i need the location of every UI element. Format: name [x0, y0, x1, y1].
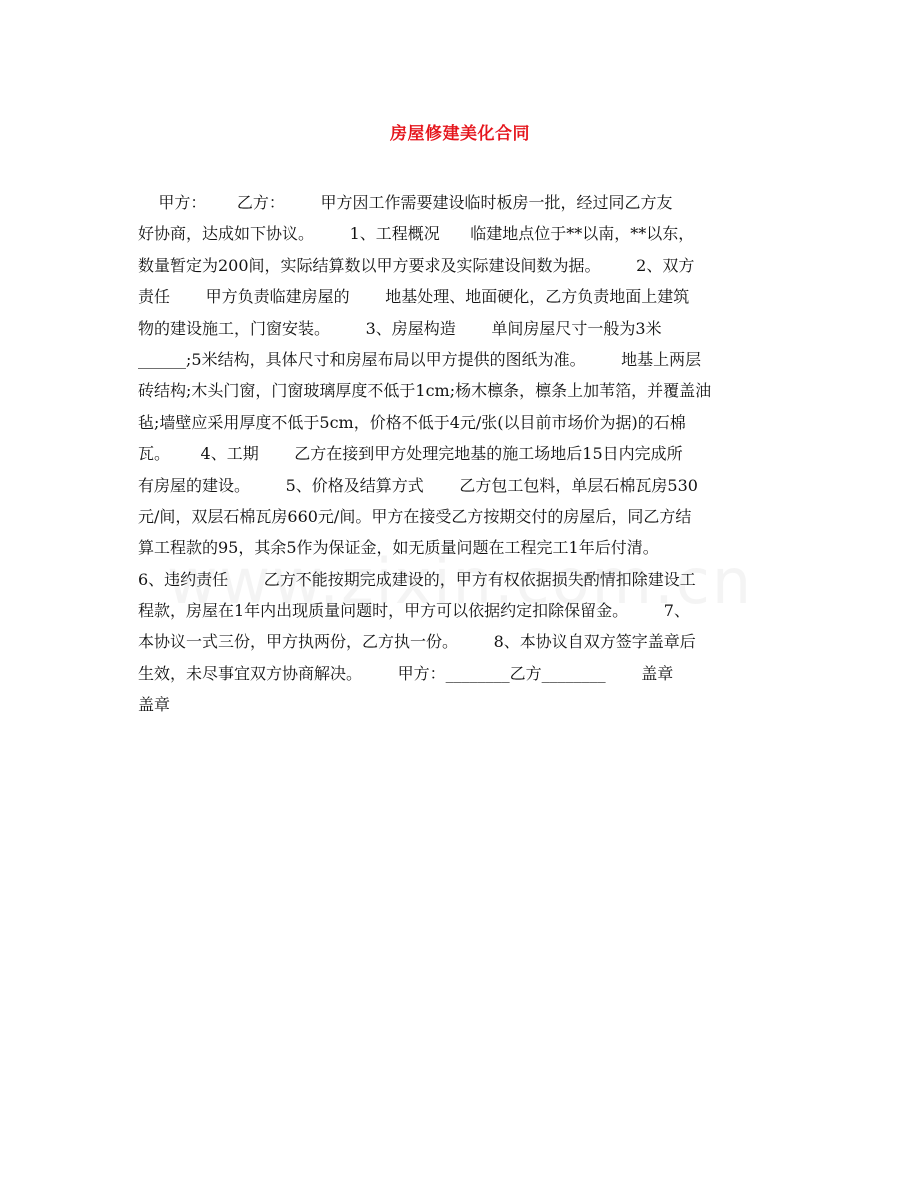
contract-body	[138, 187, 788, 721]
body-line-8: 毡;墙壁应采用厚度不低于5cm，价格不低于4元/张(以目前市场价为据)的石棉	[138, 412, 686, 432]
body-line-3: 数量暂定为200间，实际结算数以甲方要求及实际建设间数为据。 2、双方	[138, 255, 695, 275]
body-line-17: 盖章	[138, 695, 171, 715]
body-line-15: 本协议一式三份，甲方执两份，乙方执一份。 8、本协议自双方签字盖章后	[138, 632, 696, 652]
body-line-16: 生效，未尽事宜双方协商解决。 甲方：________乙方________ 盖章	[138, 663, 674, 683]
body-line-4: 责任 甲方负责临建房屋的 地基处理、地面硬化，乙方负责地面上建筑	[138, 287, 690, 307]
body-line-10: 有房屋的建设。 5、价格及结算方式 乙方包工包料，单层石棉瓦房530	[138, 475, 698, 495]
document-title: 房屋修建美化合同	[390, 124, 530, 144]
body-line-12: 算工程款的95，其余5作为保证金，如无质量问题在工程完工1年后付清。	[138, 538, 659, 558]
body-line-5: 物的建设施工，门窗安装。 3、房屋构造 单间房屋尺寸一般为3米	[138, 318, 662, 338]
body-line-6: ______;5米结构，具体尺寸和房屋布局以甲方提供的图纸为准。 地基上两层	[138, 349, 702, 369]
body-line-2: 好协商，达成如下协议。 1、工程概况 临建地点位于**以南，**以东，	[138, 224, 695, 244]
body-line-11: 元/间，双层石棉瓦房660元/间。甲方在接受乙方按期交付的房屋后，同乙方结	[138, 506, 692, 526]
body-line-13: 6、违约责任 乙方不能按期完成建设的，甲方有权依据损失酌情扣除建设工	[138, 569, 696, 589]
body-line-9: 瓦。 4、工期 乙方在接到甲方处理完地基的施工场地后15日内完成所	[138, 444, 683, 464]
body-line-1: 甲方： 乙方： 甲方因工作需要建设临时板房一批，经过同乙方友	[138, 193, 673, 212]
body-line-14: 程款，房屋在1年内出现质量问题时，甲方可以依据约定扣除保留金。 7、	[138, 601, 690, 621]
body-line-7: 砖结构;木头门窗，门窗玻璃厚度不低于1cm;杨木檩条，檩条上加苇箔，并覆盖油	[138, 381, 712, 401]
